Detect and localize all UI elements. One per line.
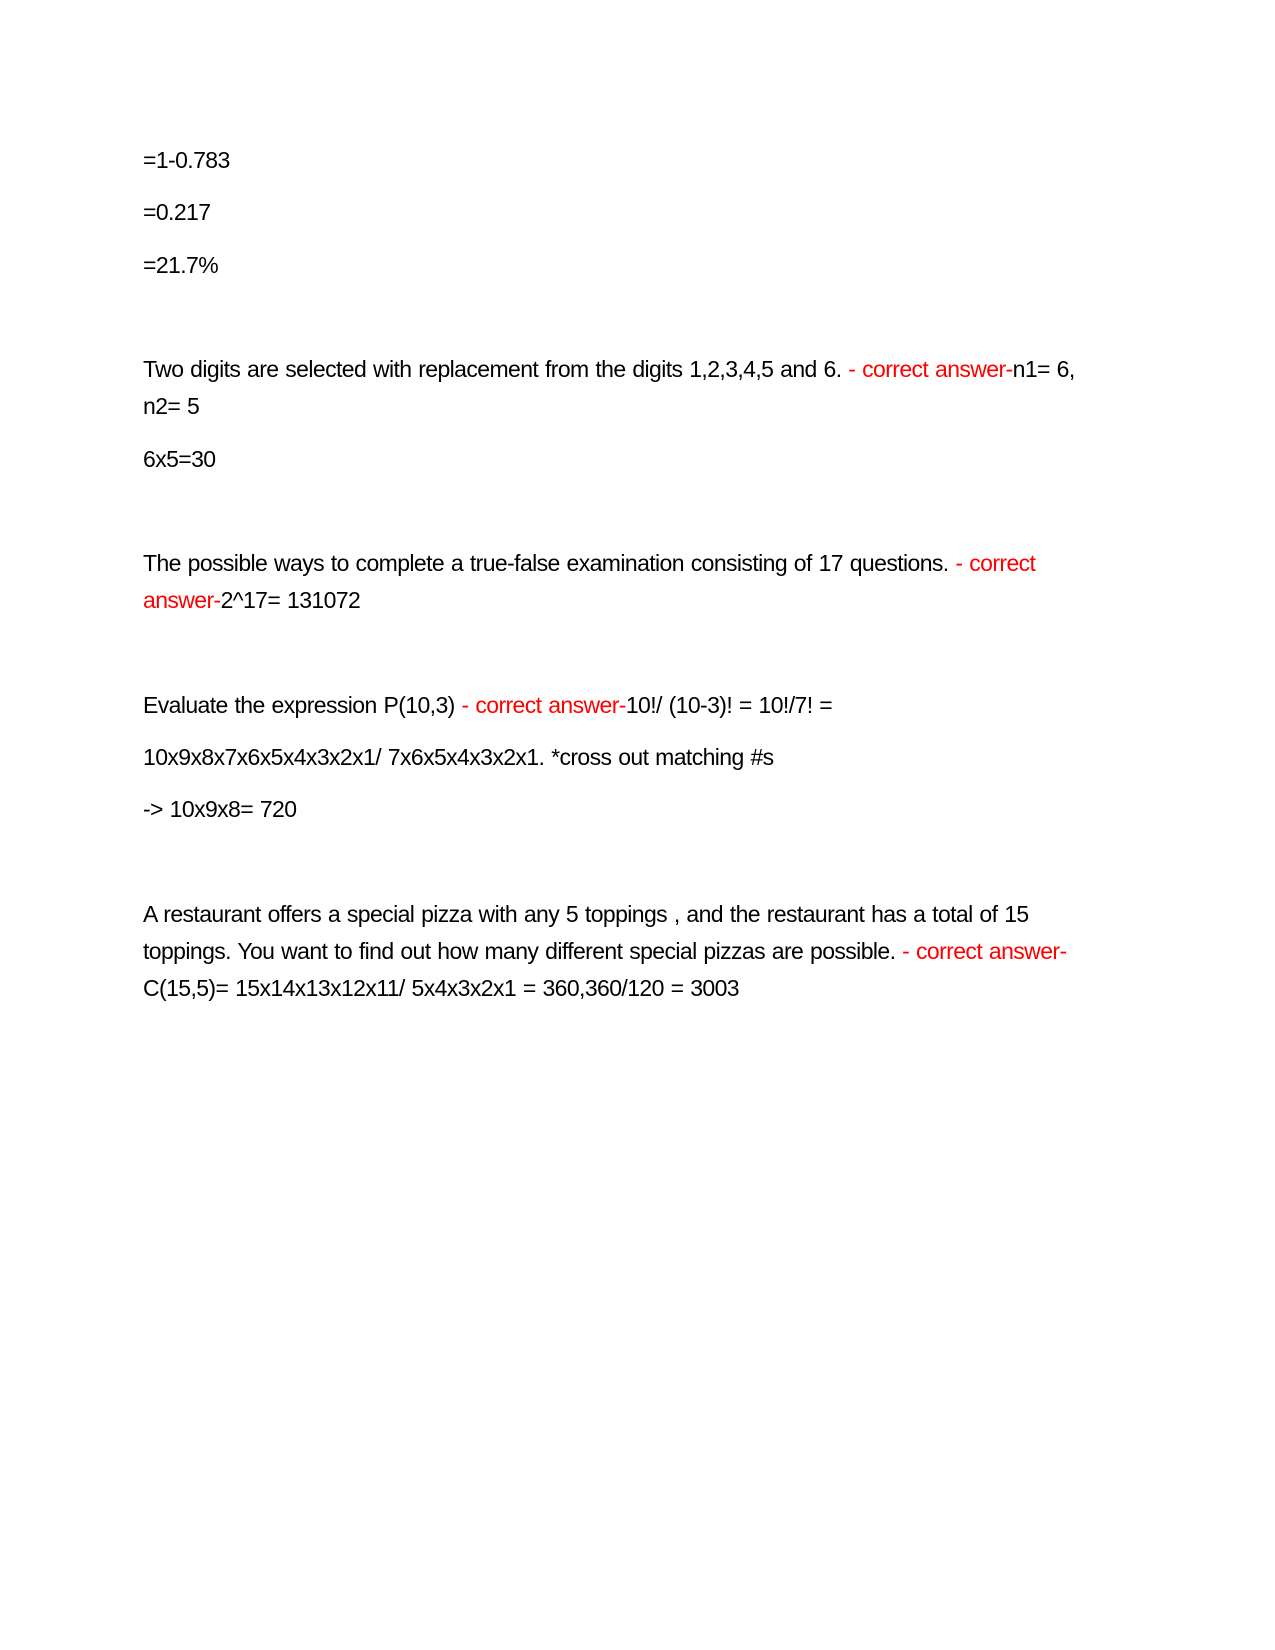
correct-answer-marker: - correct answer- <box>902 938 1067 964</box>
question-block-permutation <box>143 687 1078 724</box>
question-block-true-false <box>143 545 1078 619</box>
answer-extra: 6x5=30 <box>143 446 216 472</box>
question-text: Evaluate the expression P(10,3) <box>143 692 462 718</box>
answer-text: n1= 6, n2= 5 <box>143 356 1075 419</box>
answer-text: 10!/ (10-3)! = 10!/7! = <box>625 692 833 718</box>
question-text: The possible ways to complete a true-false examination consisting of 17 questions. <box>143 550 956 576</box>
calc-line-2: =0.217 <box>143 199 211 225</box>
calc-line-1: =1-0.783 <box>143 147 230 173</box>
correct-answer-marker: - correct answer- <box>143 550 1036 613</box>
answer-text: 2^17= 131072 <box>220 587 361 613</box>
answer-extra-2: -> 10x9x8= 720 <box>143 796 297 822</box>
calc-line-3: =21.7% <box>143 252 219 278</box>
question-block-pizza <box>143 896 1078 1007</box>
correct-answer-marker: - correct answer- <box>461 692 626 718</box>
question-text: Two digits are selected with replacement from the digits 1,2,3,4,5 and 6. <box>143 356 849 382</box>
answer-text: C(15,5)= 15x14x13x12x11/ 5x4x3x2x1 = 360,360/120 = 3003 <box>143 975 739 1001</box>
question-block-digits <box>143 351 1078 425</box>
question-text: A restaurant offers a special pizza with any 5 toppings , and the restaurant has a total of 15 toppings. You want to find out how many different special pizzas are possible. <box>143 901 1029 964</box>
answer-extra-1: 10x9x8x7x6x5x4x3x2x1/ 7x6x5x4x3x2x1. *cross out matching #s <box>143 744 774 770</box>
correct-answer-marker: - correct answer- <box>848 356 1013 382</box>
